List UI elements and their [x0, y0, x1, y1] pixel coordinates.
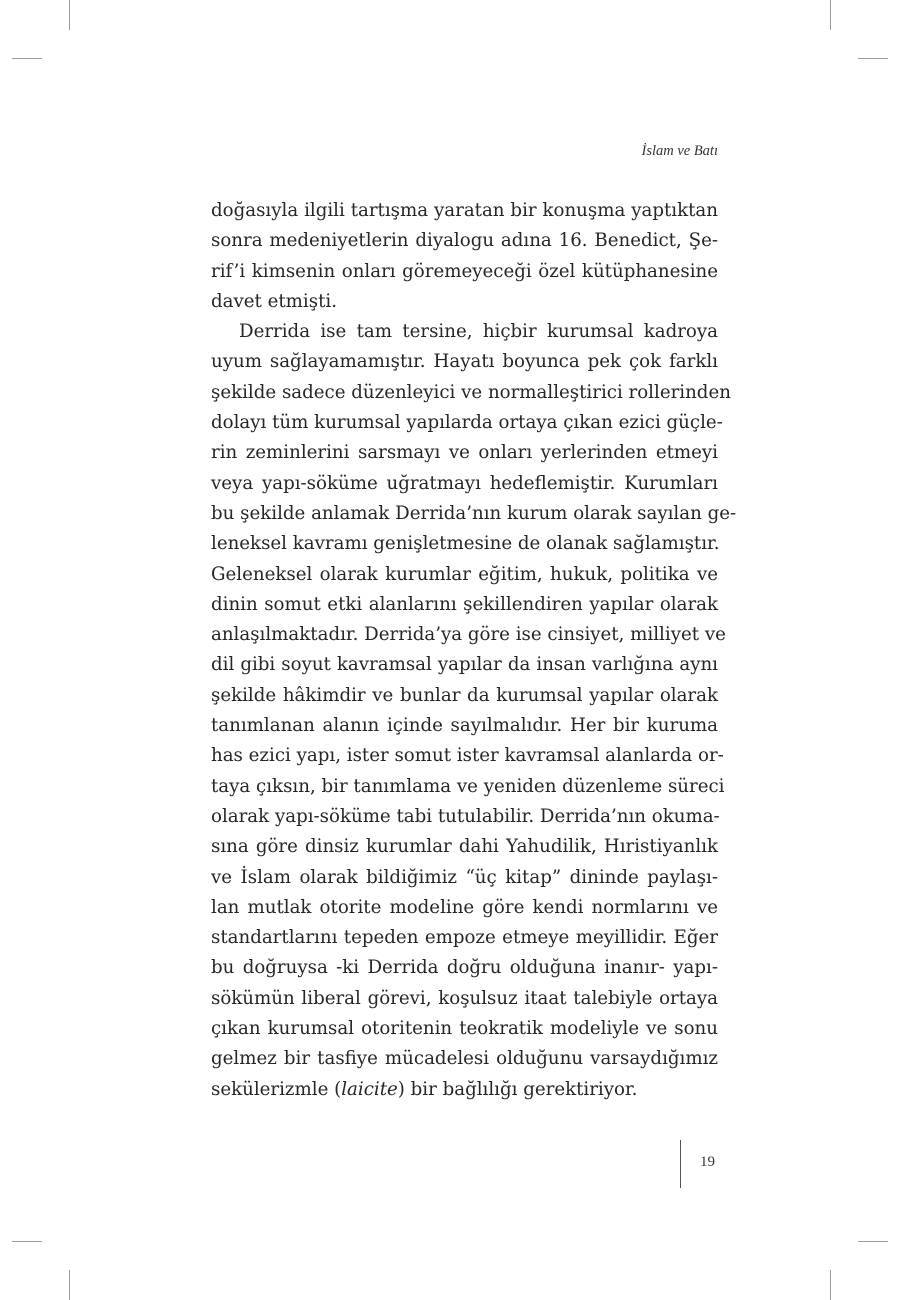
text-line: sonra medeniyetlerin diyalogu adına 16. Benedict, Şe-	[211, 230, 718, 252]
text-line: Derrida ise tam tersine, hiçbir kurumsal kadroya	[239, 321, 718, 343]
text-line: ve İslam olarak bildiğimiz “üç kitap” dininde paylaşı-	[211, 866, 718, 888]
text-line: gelmez bir tasfiye mücadelesi olduğunu varsaydığımız	[211, 1048, 718, 1070]
text-line: dinin somut etki alanlarını şekillendiren yapılar olarak	[211, 593, 718, 615]
text-line: şekilde hâkimdir ve bunlar da kurumsal yapılar olarak	[211, 684, 718, 706]
text-line: sökümün liberal görevi, koşulsuz itaat talebiyle ortaya	[211, 987, 718, 1009]
text-line: standartlarını tepeden empoze etmeye meyillidir. Eğer	[211, 927, 718, 949]
italic-term: laicite	[341, 1078, 398, 1100]
text-line: Geleneksel olarak kurumlar eğitim, hukuk, politika ve	[211, 563, 718, 585]
text-line: olarak yapı-söküme tabi tutulabilir. Derrida’nın okuma-	[211, 805, 720, 827]
text-line: bu doğruysa -ki Derrida doğru olduğuna inanır- yapı-	[211, 957, 718, 979]
crop-mark-right-top	[858, 58, 888, 59]
text-line: doğasıyla ilgili tartışma yaratan bir konuşma yaptıktan	[211, 200, 718, 221]
text-line: davet etmişti.	[211, 290, 337, 312]
paragraph-2	[211, 317, 737, 1105]
text-line: uyum sağlayamamıştır. Hayatı boyunca pek çok farklı	[211, 351, 718, 373]
text-line: has ezici yapı, ister somut ister kavramsal alanlarda or-	[211, 745, 724, 767]
text-line: veya yapı-söküme uğratmayı hedeflemiştir. Kurumları	[211, 472, 718, 494]
running-head: İslam ve Batı	[641, 143, 718, 159]
text-line: taya çıksın, bir tanımlama ve yeniden düzenleme süreci	[211, 775, 725, 797]
text-line: çıkan kurumsal otoritenin teokratik modeliyle ve sonu	[211, 1018, 718, 1040]
crop-mark-left-top	[12, 58, 42, 59]
crop-mark-right-bottom	[858, 1241, 888, 1242]
crop-mark-top-left	[69, 0, 70, 30]
text-line: dil gibi soyut kavramsal yapılar da insan varlığına aynı	[211, 654, 718, 676]
crop-mark-left-bottom	[12, 1241, 42, 1242]
text-line: leneksel kavramı genişletmesine de olanak sağlamıştır.	[211, 533, 720, 555]
text-line: rif’i kimsenin onları göremeyeceği özel kütüphanesine	[211, 260, 718, 282]
paragraph-1	[211, 196, 718, 317]
text-line: bu şekilde anlamak Derrida’nın kurum olarak sayılan ge-	[211, 502, 737, 524]
text-segment: ) bir bağlılığı gerektiriyor.	[397, 1078, 638, 1100]
crop-mark-bottom-left	[69, 1270, 70, 1300]
text-line: tanımlanan alanın içinde sayılmalıdır. Her bir kuruma	[211, 715, 718, 737]
text-line: anlaşılmaktadır. Derrida’ya göre ise cinsiyet, milliyet ve	[211, 624, 726, 646]
text-line: sına göre dinsiz kurumlar dahi Yahudilik, Hıristiyanlık	[211, 836, 718, 858]
text-segment: sekülerizmle (	[211, 1078, 342, 1100]
crop-mark-top-right	[830, 0, 831, 30]
page-number: 19	[700, 1154, 715, 1170]
body-text	[211, 196, 737, 1105]
text-line: lan mutlak otorite modeline göre kendi normlarını ve	[211, 896, 718, 918]
folio-rule	[680, 1140, 681, 1188]
text-line	[211, 1075, 718, 1105]
text-line: rin zeminlerini sarsmayı ve onları yerlerinden etmeyi	[211, 442, 718, 464]
crop-mark-bottom-right	[830, 1270, 831, 1300]
text-line: şekilde sadece düzenleyici ve normalleştirici rollerinden	[211, 381, 731, 403]
text-line: dolayı tüm kurumsal yapılarda ortaya çıkan ezici güçle-	[211, 412, 723, 434]
